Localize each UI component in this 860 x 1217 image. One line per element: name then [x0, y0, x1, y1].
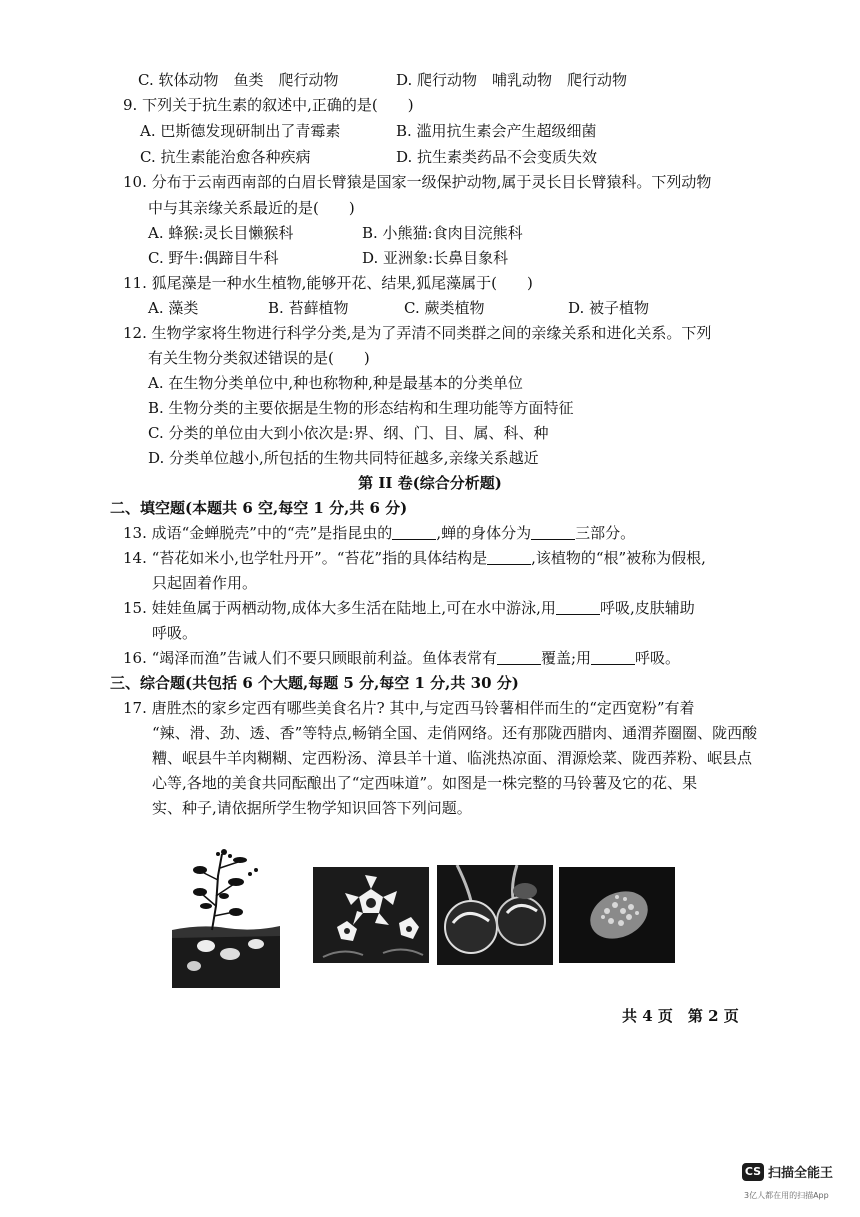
q16-text-1: 16. “竭泽而渔”告诫人们不要只顾眼前利益。鱼体表常有	[123, 649, 497, 667]
answer-blank[interactable]	[556, 600, 600, 615]
q9-option-d: D. 抗生素类药品不会变质失效	[396, 148, 598, 166]
q14-line2: 只起固着作用。	[152, 574, 258, 592]
q11-stem: 11. 狐尾藻是一种水生植物,能够开花、结果,狐尾藻属于( )	[123, 274, 533, 292]
q17-line5: 实、种子,请依据所学生物学知识回答下列问题。	[152, 799, 472, 817]
q15-line2: 呼吸。	[152, 624, 198, 642]
q10-stem-line2: 中与其亲缘关系最近的是( )	[148, 199, 355, 217]
camscanner-logo: CS	[742, 1163, 764, 1181]
potato-plant-image	[172, 846, 280, 988]
q12-option-c: C. 分类的单位由大到小依次是:界、纲、门、目、属、科、种	[148, 424, 549, 442]
page-footer: 共 4 页 第 2 页	[622, 1007, 739, 1025]
q12-option-b: B. 生物分类的主要依据是生物的形态结构和生理功能等方面特征	[148, 399, 574, 417]
q17-line1: 17. 唐胜杰的家乡定西有哪些美食名片? 其中,与定西马铃薯相伴而生的“定西宽粉”有着	[123, 699, 695, 717]
q13	[123, 522, 635, 544]
q13-text-3: 三部分。	[575, 524, 636, 542]
q17-line2: “辣、滑、劲、透、香”等特点,畅销全国、走俏网络。还有那陇西腊肉、通渭荞圈圈、陇西酸	[152, 724, 758, 742]
q16-text-3: 呼吸。	[635, 649, 681, 667]
q9-stem: 9. 下列关于抗生素的叙述中,正确的是( )	[123, 96, 414, 114]
q8-option-d: D. 爬行动物 哺乳动物 爬行动物	[396, 71, 628, 89]
q11-option-d: D. 被子植物	[568, 299, 650, 317]
q14-text-2: ,该植物的“根”被称为假根,	[531, 549, 706, 567]
q15-text-1: 15. 娃娃鱼属于两栖动物,成体大多生活在陆地上,可在水中游泳,用	[123, 599, 556, 617]
potato-flower-image	[313, 867, 429, 963]
q8-option-c: C. 软体动物 鱼类 爬行动物	[138, 71, 339, 89]
potato-fruit-image	[437, 865, 553, 965]
answer-blank[interactable]	[531, 525, 575, 540]
q13-text-1: 13. 成语“金蝉脱壳”中的“壳”是指昆虫的	[123, 524, 393, 542]
section-3-title: 三、综合题(共包括 6 个大题,每题 5 分,每空 1 分,共 30 分)	[110, 674, 519, 692]
q15-text-2: 呼吸,皮肤辅助	[599, 599, 695, 617]
answer-blank[interactable]	[591, 650, 635, 665]
q17-line4: 心等,各地的美食共同酝酿出了“定西味道”。如图是一株完整的马铃薯及它的花、果	[152, 774, 698, 792]
q14	[123, 547, 706, 569]
q12-option-a: A. 在生物分类单位中,种也称物种,种是最基本的分类单位	[148, 374, 523, 392]
q9-option-b: B. 滥用抗生素会产生超级细菌	[396, 122, 597, 140]
q16	[123, 647, 680, 669]
camscanner-tagline: 3亿人都在用的扫描App	[744, 1191, 829, 1200]
potato-seed-image	[559, 867, 675, 963]
q9-option-a: A. 巴斯德发现研制出了青霉素	[140, 122, 341, 140]
q9-option-c: C. 抗生素能治愈各种疾病	[140, 148, 311, 166]
q14-text-1: 14. “苔花如米小,也学牡丹开”。“苔花”指的具体结构是	[123, 549, 488, 567]
q10-option-a: A. 蜂猴:灵长目懒猴科	[148, 224, 294, 242]
q10-option-b: B. 小熊猫:食肉目浣熊科	[362, 224, 523, 242]
q10-option-c: C. 野牛:偶蹄目牛科	[148, 249, 279, 267]
q12-option-d: D. 分类单位越小,所包括的生物共同特征越多,亲缘关系越近	[148, 449, 539, 467]
section-2-title: 二、填空题(本题共 6 空,每空 1 分,共 6 分)	[110, 499, 408, 517]
answer-blank[interactable]	[497, 650, 541, 665]
q11-option-a: A. 藻类	[148, 299, 199, 317]
q10-option-d: D. 亚洲象:长鼻目象科	[362, 249, 509, 267]
answer-blank[interactable]	[392, 525, 436, 540]
q15	[123, 597, 695, 619]
q11-option-b: B. 苔藓植物	[268, 299, 349, 317]
q12-stem-line1: 12. 生物学家将生物进行科学分类,是为了弄清不同类群之间的亲缘关系和进化关系。下列	[123, 324, 712, 342]
q11-option-c: C. 蕨类植物	[404, 299, 485, 317]
volume-2-title: 第 II 卷(综合分析题)	[358, 474, 502, 492]
camscanner-name: 扫描全能王	[768, 1166, 834, 1181]
q17-line3: 糟、岷县牛羊肉糊糊、定西粉汤、漳县羊十道、临洮热凉面、渭源烩菜、陇西荞粉、岷县点	[152, 749, 753, 767]
q13-text-2: ,蝉的身体分为	[436, 524, 532, 542]
q10-stem-line1: 10. 分布于云南西南部的白眉长臂猿是国家一级保护动物,属于灵长目长臂猿科。下列动物	[123, 173, 712, 191]
answer-blank[interactable]	[487, 550, 531, 565]
q16-text-2: 覆盖;用	[540, 649, 592, 667]
q12-stem-line2: 有关生物分类叙述错误的是( )	[148, 349, 370, 367]
